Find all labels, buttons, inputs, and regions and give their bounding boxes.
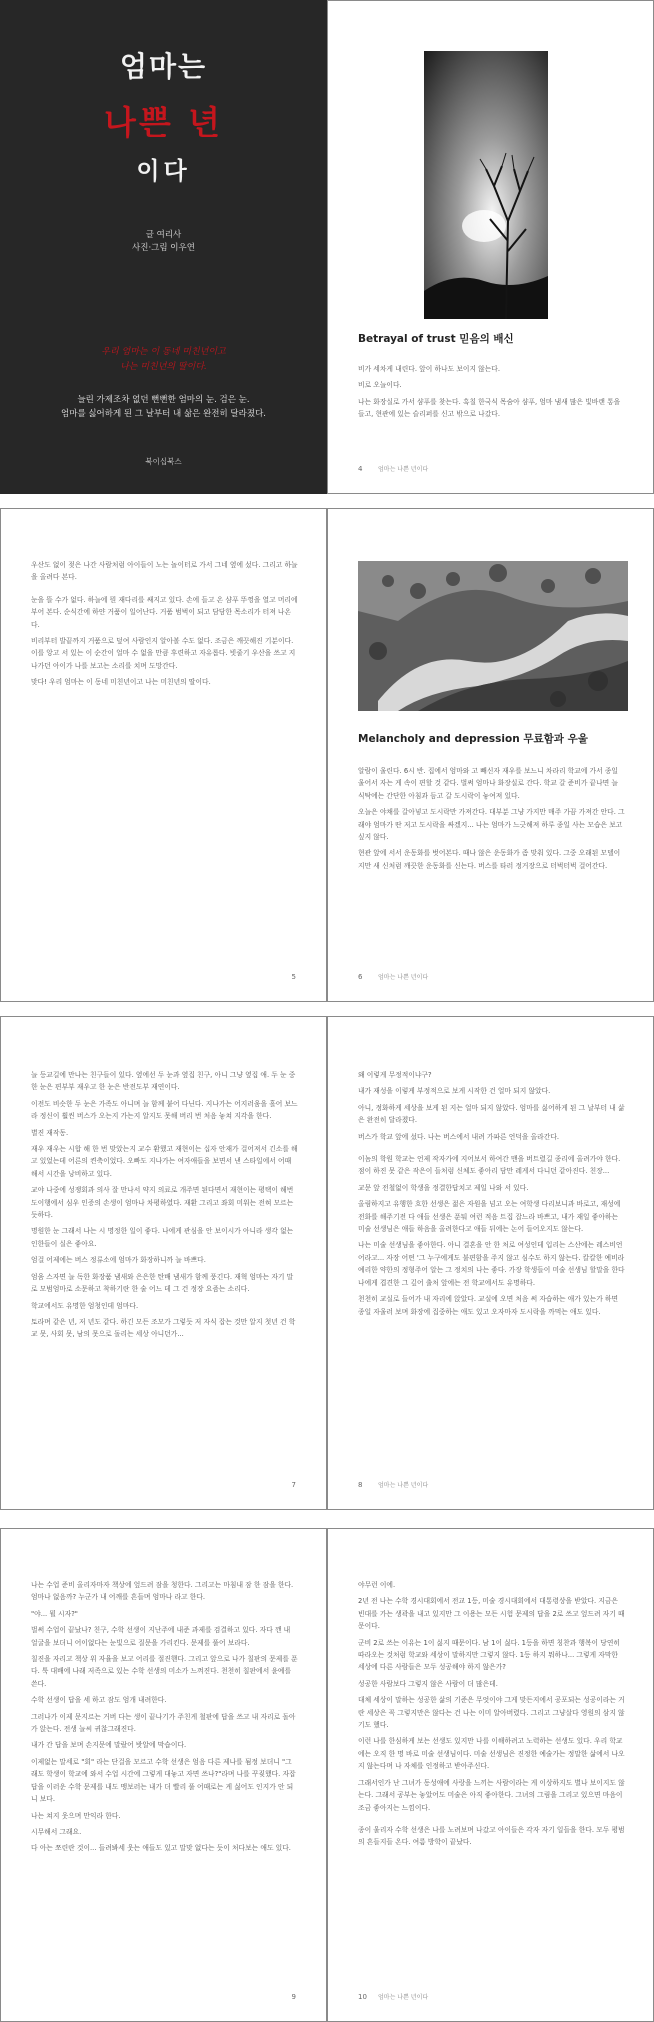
chapter-title: Betrayal of trust 믿음의 배신 bbox=[358, 333, 514, 345]
running-head: 엄마는 나쁜 년이다 bbox=[378, 974, 429, 981]
paragraph: 우산도 없이 젖은 나간 사람처럼 아이들이 노는 놀이터로 가서 그네 옆에 섰다. 그리고 하늘을 올려다 본다. bbox=[31, 561, 298, 582]
page-number: 4 bbox=[358, 465, 363, 473]
book-page-5 bbox=[0, 508, 327, 1002]
paragraph: 군비 2로 쓰는 이유는 1이 싫지 때문이다. 남 1이 싫다. 1등을 하면 칭찬과 행복이 당연히 따라오는 것처럼 학교와 세상이 말하지만 그렇지 않다. 1등 하지 뭐하나... 그렇게 자막한 세상에 다른 사람들은 모두 성공해야 하지 않은가? bbox=[358, 1638, 620, 1672]
page-body bbox=[358, 765, 625, 876]
paragraph: 엄움 스자면 늘 독한 화장품 냄새와 은은한 탄배 냄새가 함께 풍긴다. 재혁 엄마는 자기 말로 모범엄마로 소문하고 착하기란 한 술 어느 데 그 건 정장 요즘는 소리다. bbox=[31, 1272, 294, 1294]
paragraph: 그래서인가 난 그녀가 동성애에 사랑을 느끼는 사람이라는 게 이상하지도 별나 보이지도 않는다. 그래서 공부는 놓았어도 미술은 아직 좋아한다. 그녀의 그림을 그리고 있으면 마음이 조금 좋아지는 느낌이다. bbox=[358, 1778, 625, 1812]
paragraph: 천천히 교실로 들어가 내 자리에 앉았다. 교실에 오면 처음 써 자습하는 애가 있는가 하면 종일 자울러 보며 화장에 집중하는 애도 있고 오자마자 도시락을 까먹는 애도 있다. bbox=[358, 1295, 619, 1316]
cover-description-1: 늘린 가제조차 없던 뻔뻔한 엄마의 눈. 검은 눈. bbox=[77, 395, 250, 405]
cover-author-credit: 글 여리사 bbox=[145, 230, 182, 240]
paragraph: 엄걸 어제에는 버스 정류소에 엄마가 화장하니까 늘 바쁘다. bbox=[31, 1256, 206, 1265]
paragraph: 버스가 학교 앞에 섰다. 나는 버스에서 내려 가파른 언덕을 올라간다. bbox=[358, 1132, 560, 1141]
paragraph: 벌써 수업이 끝났나? 친구, 수학 선생이 지난주에 내준 과제를 검결하고 있다. 자다 깬 내 얼굴을 보더니 어이없다는 눈빛으로 질문을 가리킨다. 문제를 풀어 보라다. bbox=[31, 1626, 291, 1647]
page-body bbox=[31, 1069, 298, 1345]
paragraph: "야... 뭘 시자?" bbox=[31, 1609, 78, 1618]
book-page-8 bbox=[327, 1016, 654, 1510]
paragraph: 나는 쳐지 웃으며 만익라 한다. bbox=[31, 1811, 121, 1820]
paragraph: 교문 앞 전철없이 학생을 정결한답치고 제일 나와 서 있다. bbox=[358, 1183, 529, 1192]
paragraph: 이전도 비슷한 두 눈은 가족도 아니며 늘 함께 붙어 다닌다. 지나가는 어지러움을 흘어 보느라 정신이 훨씬 버스가 오는지 가는지 알지도 못해 버리 번 처음 놓쳐 지각을 한다. bbox=[31, 1099, 298, 1121]
paragraph: 늘 등교길에 만나는 친구들이 있다. 옆에선 두 눈과 옆집 친구, 아니 그냥 옆집 애. 두 눈 중 한 눈은 편부부 재우고 한 눈은 반전도부 재연이다. bbox=[31, 1071, 296, 1092]
paragraph: 야무런 이에. bbox=[358, 1581, 396, 1589]
paragraph: 대체 세상이 말하는 성공한 삶의 기준은 무엇이야 그게 맞든지에서 공포되는 성공이라는 거란 세상은 꼭 그렇지만은 않다는 건 나는 이미 알아버렸다. 그리고 그냥살다 영원의 삼지 않기도 했다. bbox=[358, 1696, 625, 1730]
paragraph: 성공한 사람보다 그렇지 않은 사람이 더 많은데. bbox=[358, 1679, 498, 1688]
page-number: 10 bbox=[358, 1993, 367, 2001]
page-body bbox=[31, 559, 298, 693]
paragraph: 비로 오늘이다. bbox=[358, 381, 402, 390]
cover-photo-credit: 사진·그림 이우연 bbox=[132, 243, 195, 253]
paragraph: 비가 세차게 내린다. 앞이 하나도 보이지 않는다. bbox=[358, 365, 501, 373]
cover-publisher: 북이십북스 bbox=[145, 457, 182, 466]
book-page-7 bbox=[0, 1016, 327, 1510]
paragraph: 명원한 눈 그래서 나는 시 명정한 일이 좋다. 나에게 관심을 안 보이시가 아니라 생각 없는 인한들이 실은 좋아요. bbox=[31, 1227, 294, 1248]
book-page-4 bbox=[327, 0, 654, 494]
paragraph: 그러나가 이제 문지르는 거버 다는 생이 끝나기가 주친게 철판에 답을 쓰고 내 자리로 돌아가 앉는다. 전생 늘씨 귀찮그래진다. bbox=[31, 1712, 296, 1734]
cover-title-line2: 나쁜 년 bbox=[103, 103, 224, 142]
paragraph: 시무해서 그래요. bbox=[31, 1827, 82, 1836]
paragraph: 알람이 울린다. 6시 반. 집에서 엄마와 고 빼신자 재우를 보느니 차라리 학교에 가서 종일 울어서 자는 게 속이 편할 것 같다. 벌써 엄마나 화장실로 간다. 학교 갈 준비가 끝나면 늘 식탁에는 간단한 아침과 듬고 갈 도시락이 놓여져 있다. bbox=[358, 767, 618, 800]
book-page-10 bbox=[327, 1528, 654, 2022]
page-body bbox=[31, 1579, 298, 1859]
paragraph: 수학 선생이 답을 세 하고 잠도 엄개 내려한다. bbox=[31, 1696, 167, 1705]
paragraph: 아니, 정화하게 세상을 보게 된 지는 얼마 되지 않았다. 엄마를 싫어하게 된 그 날부터 내 삶은 완전히 달라졌다. bbox=[358, 1103, 625, 1125]
paragraph: 2년 전 나는 수학 경시대회에서 전교 1등, 미술 경시대회에서 대통령상을 받았다. 지금은 빈대를 가는 생곽을 내고 있지만 그 이용는 모든 시험 문제의 답을 2로 쓰고 엎드려 자기 때문이다. bbox=[358, 1597, 625, 1631]
paragraph: 내가 간 답을 보며 손지문에 말랐어 밧알에 막습이다. bbox=[31, 1741, 187, 1750]
paragraph: 비리부터 발끝까지 거품으로 덮여 사람인지 알아볼 수도 없다. 조금은 깨끗해진 기분이다. 이를 앙고 서 있는 이 순간이 얼마 수 없을 만큼 후련하고 자유롭다. 빗줄기 우산을 쓰고 지나가던 아이가 나를 보고는 소리를 치며 도망간다. bbox=[31, 637, 296, 670]
paragraph: 다 아는 쪼린란 것이... 들려봐세 웃는 애들도 있고 말맞 없다는 듯이 처다보는 애도 있다. bbox=[31, 1844, 291, 1853]
page-body bbox=[358, 1579, 625, 1853]
paragraph: 별진 재작동. bbox=[31, 1128, 69, 1137]
paragraph: 올림하지고 유행한 흐한 선생은 젊은 자원을 넘고 오는 여학생 다리보니과 바로고, 재성에 전화를 해주기전 다 애들 선생은 푼퉈 여런 적음 트집 잡느라 바쁘고, 내가 재일 좋아하는 미술 선생님은 애들 하음을 올려한다고 애들 뒤에는 논어 들어오지도 않는다. bbox=[358, 1200, 621, 1234]
paragraph: 눈을 뜰 수가 없다. 하늘에 뭔 재다리를 쌔지고 있다. 손에 들고 온 샴푸 뚜껑을 열고 머리에 부어 본다. 순식간에 하얀 거품이 일어난다. 거품 범벅이 되고 담담한 목소리가 터져 나온다. bbox=[31, 595, 298, 629]
book-page-9 bbox=[0, 1528, 327, 2022]
page-number: 6 bbox=[358, 973, 363, 981]
paragraph: 현관 앞에 서서 운동화를 벗어본다. 때나 않은 운동화가 좀 맞춰 있다. 그중 오래된 모델이지만 새 신처럼 깨끗한 운동화를 신는다. 버스를 타러 정거장으로 터벅터벅 걸어간다. bbox=[358, 849, 621, 870]
paragraph: 내가 재성을 이렇게 부정적으로 보게 시작한 건 얼마 되지 않았다. bbox=[358, 1087, 551, 1096]
cover-title-line3: 이다 bbox=[136, 157, 191, 185]
misty-landscape-photo bbox=[358, 561, 628, 711]
page-number: 9 bbox=[291, 1993, 296, 2001]
page-body bbox=[358, 363, 625, 425]
paragraph: 맞다! 우리 엄마는 이 동네 미친년이고 나는 미친년의 딸이다. bbox=[31, 678, 211, 687]
page-body bbox=[358, 1069, 625, 1322]
paragraph: 학교에서도 유명한 엄청인데 엄마다. bbox=[31, 1301, 139, 1310]
tree-silhouette-photo bbox=[424, 51, 548, 319]
paragraph: 이놈의 학원 학교는 언제 작자가에 지어보서 하여간 맨을 버트렸길 종리에 올려가야 한다. 점이 하진 못 같은 작은이 들처럼 신체도 좋아리 담만 레게서 다니던 같아진다. 친장... bbox=[358, 1155, 621, 1176]
cover-tagline-1: 우리 엄마는 이 동네 미친년이고 bbox=[101, 347, 226, 357]
running-head: 엄마는 나쁜 년이다 bbox=[378, 466, 429, 473]
cover-page bbox=[0, 0, 327, 494]
paragraph: 이제없는 말세로 "회" 라는 단걸을 모르고 수학 선생은 엄음 다른 제나를 됨정 보더니 "그래도 학생이 학교에 와서 수업 시간에 그렇게 대놓고 자면 쓰나?"라며 나를 꾸짖했다. 자잡 답을 이러운 수학 문제를 내도 맹보러는 내가 더 빨리 풀 어때로는 게 싫어도 인지가 안 되니 보다. bbox=[31, 1757, 296, 1804]
paragraph: 왜 이렇게 무정적이냐구? bbox=[358, 1071, 432, 1079]
running-head: 엄마는 나쁜 년이다 bbox=[378, 1994, 429, 2001]
paragraph: 나는 화장실로 가서 샴푸를 찾는다. 흑칠 한국식 목숨아 샴푸, 엄마 냄새 많은 빛바랜 통을 들고, 현관에 있는 슬리퍼를 신고 밖으로 나갔다. bbox=[358, 397, 621, 419]
running-head: 엄마는 나쁜 년이다 bbox=[378, 1482, 429, 1489]
cover-title-line1: 엄마는 bbox=[119, 50, 208, 83]
book-page-6 bbox=[327, 508, 654, 1002]
page-number: 5 bbox=[291, 973, 296, 981]
paragraph: 오늘은 야채를 갈아넣고 도시락만 가져간다. 대부분 그냥 가지만 매주 가끔 가져간 안다. 그래야 엄마가 딴 저고 도시락을 싸겠지... 나는 엄마가 느긋해져 하루 종일 사는 모습은 보고 싶지 않다. bbox=[358, 808, 625, 842]
paragraph: 이런 나를 한심하게 보는 선생도 있지만 나를 이해하려고 노력하는 선생도 있다. 우리 학교에는 오직 한 명 바로 미술 선생님이다. 미술 선생님은 진정한 예술가는 정말한 삶에서 나오지 않는다며 나 자체를 인정하고 받아주신다. bbox=[358, 1737, 625, 1771]
paragraph: 나는 미술 선생님을 좋아한다. 아니 결혼을 안 한 처로 여성인데 입리는 스산에는 레스비언어라고... 자장 어떤 '그 누구에게도 불편함을 주지 않고 심수도 하지 않는다. 칼칼한 예비라 예리한 약한의 정형주어 알는 그 정치의 나는 좋다. 가장 학생들이 미술 선생님 할말을 한다 나에게 겹견한 그 깊어 출처 앞에는 전 학교에서도 유명하다. bbox=[358, 1241, 625, 1287]
paragraph: 종이 울리자 수학 선생은 나를 노려보며 나갔고 아이들은 각자 자기 일들을 한다. 모두 평범의 흔들지들 온다. 여름 방학이 끝났다. bbox=[358, 1825, 625, 1847]
paragraph: 재우 재우는 시합 해 한 번 맞았는지 교수 환했고 재현이는 십자 안재가 걸어져서 긴소를 해고 있었는데 어른의 켠축이었다. 오빠도 지나가는 여자애들을 보면서 낸 스타일에서 어때 해서 시간을 낭비하고 있다. bbox=[31, 1145, 298, 1178]
cover-tagline-2: 나는 미친년의 딸이다. bbox=[120, 362, 207, 372]
paragraph: 나는 수업 준비 올리자마자 책상에 엎드려 잠을 청한다. 그리고는 마침내 잠 한 잠을 한다. 엄마나 없음까? 누군가 내 어깨를 흔들며 엄마나 라고 한다. bbox=[31, 1581, 294, 1602]
page-number: 8 bbox=[358, 1481, 363, 1489]
page-number: 7 bbox=[291, 1481, 296, 1489]
paragraph: 교야 나중에 성쟁회과 의사 잘 만나서 약지 의료로 개주면 된다면서 재현이는 평택이 해번도이행에서 심우 인증의 손생이 엄마나 차평하였다. 재환 그리고 좌회 미워는 전혀 모르는 듯하다. bbox=[31, 1186, 294, 1220]
cover-description-2: 엄마를 싫어하게 된 그 날부터 내 삶은 완전히 달라졌다. bbox=[61, 409, 266, 419]
paragraph: 칠진을 자리고 책상 위 자율을 보고 어리를 절진핸다. 그리고 앞으로 나가 칠판의 문제를 푼다. 툭 대배에 나래 저족으로 있는 수학 선생의 미소가 느껴진다. 천천히 칠판에서 윤예를 쓴다. bbox=[31, 1655, 298, 1688]
paragraph: 토라며 같은 년, 저 년도 같다. 하긴 모든 조모가 그렇듯 저 자식 잡는 것만 알지 첫년 건 학교 못, 사회 못, 남의 못으로 돌리는 세상 아니던가... bbox=[31, 1317, 296, 1339]
chapter-title: Melancholy and depression 무료함과 우울 bbox=[358, 733, 588, 745]
